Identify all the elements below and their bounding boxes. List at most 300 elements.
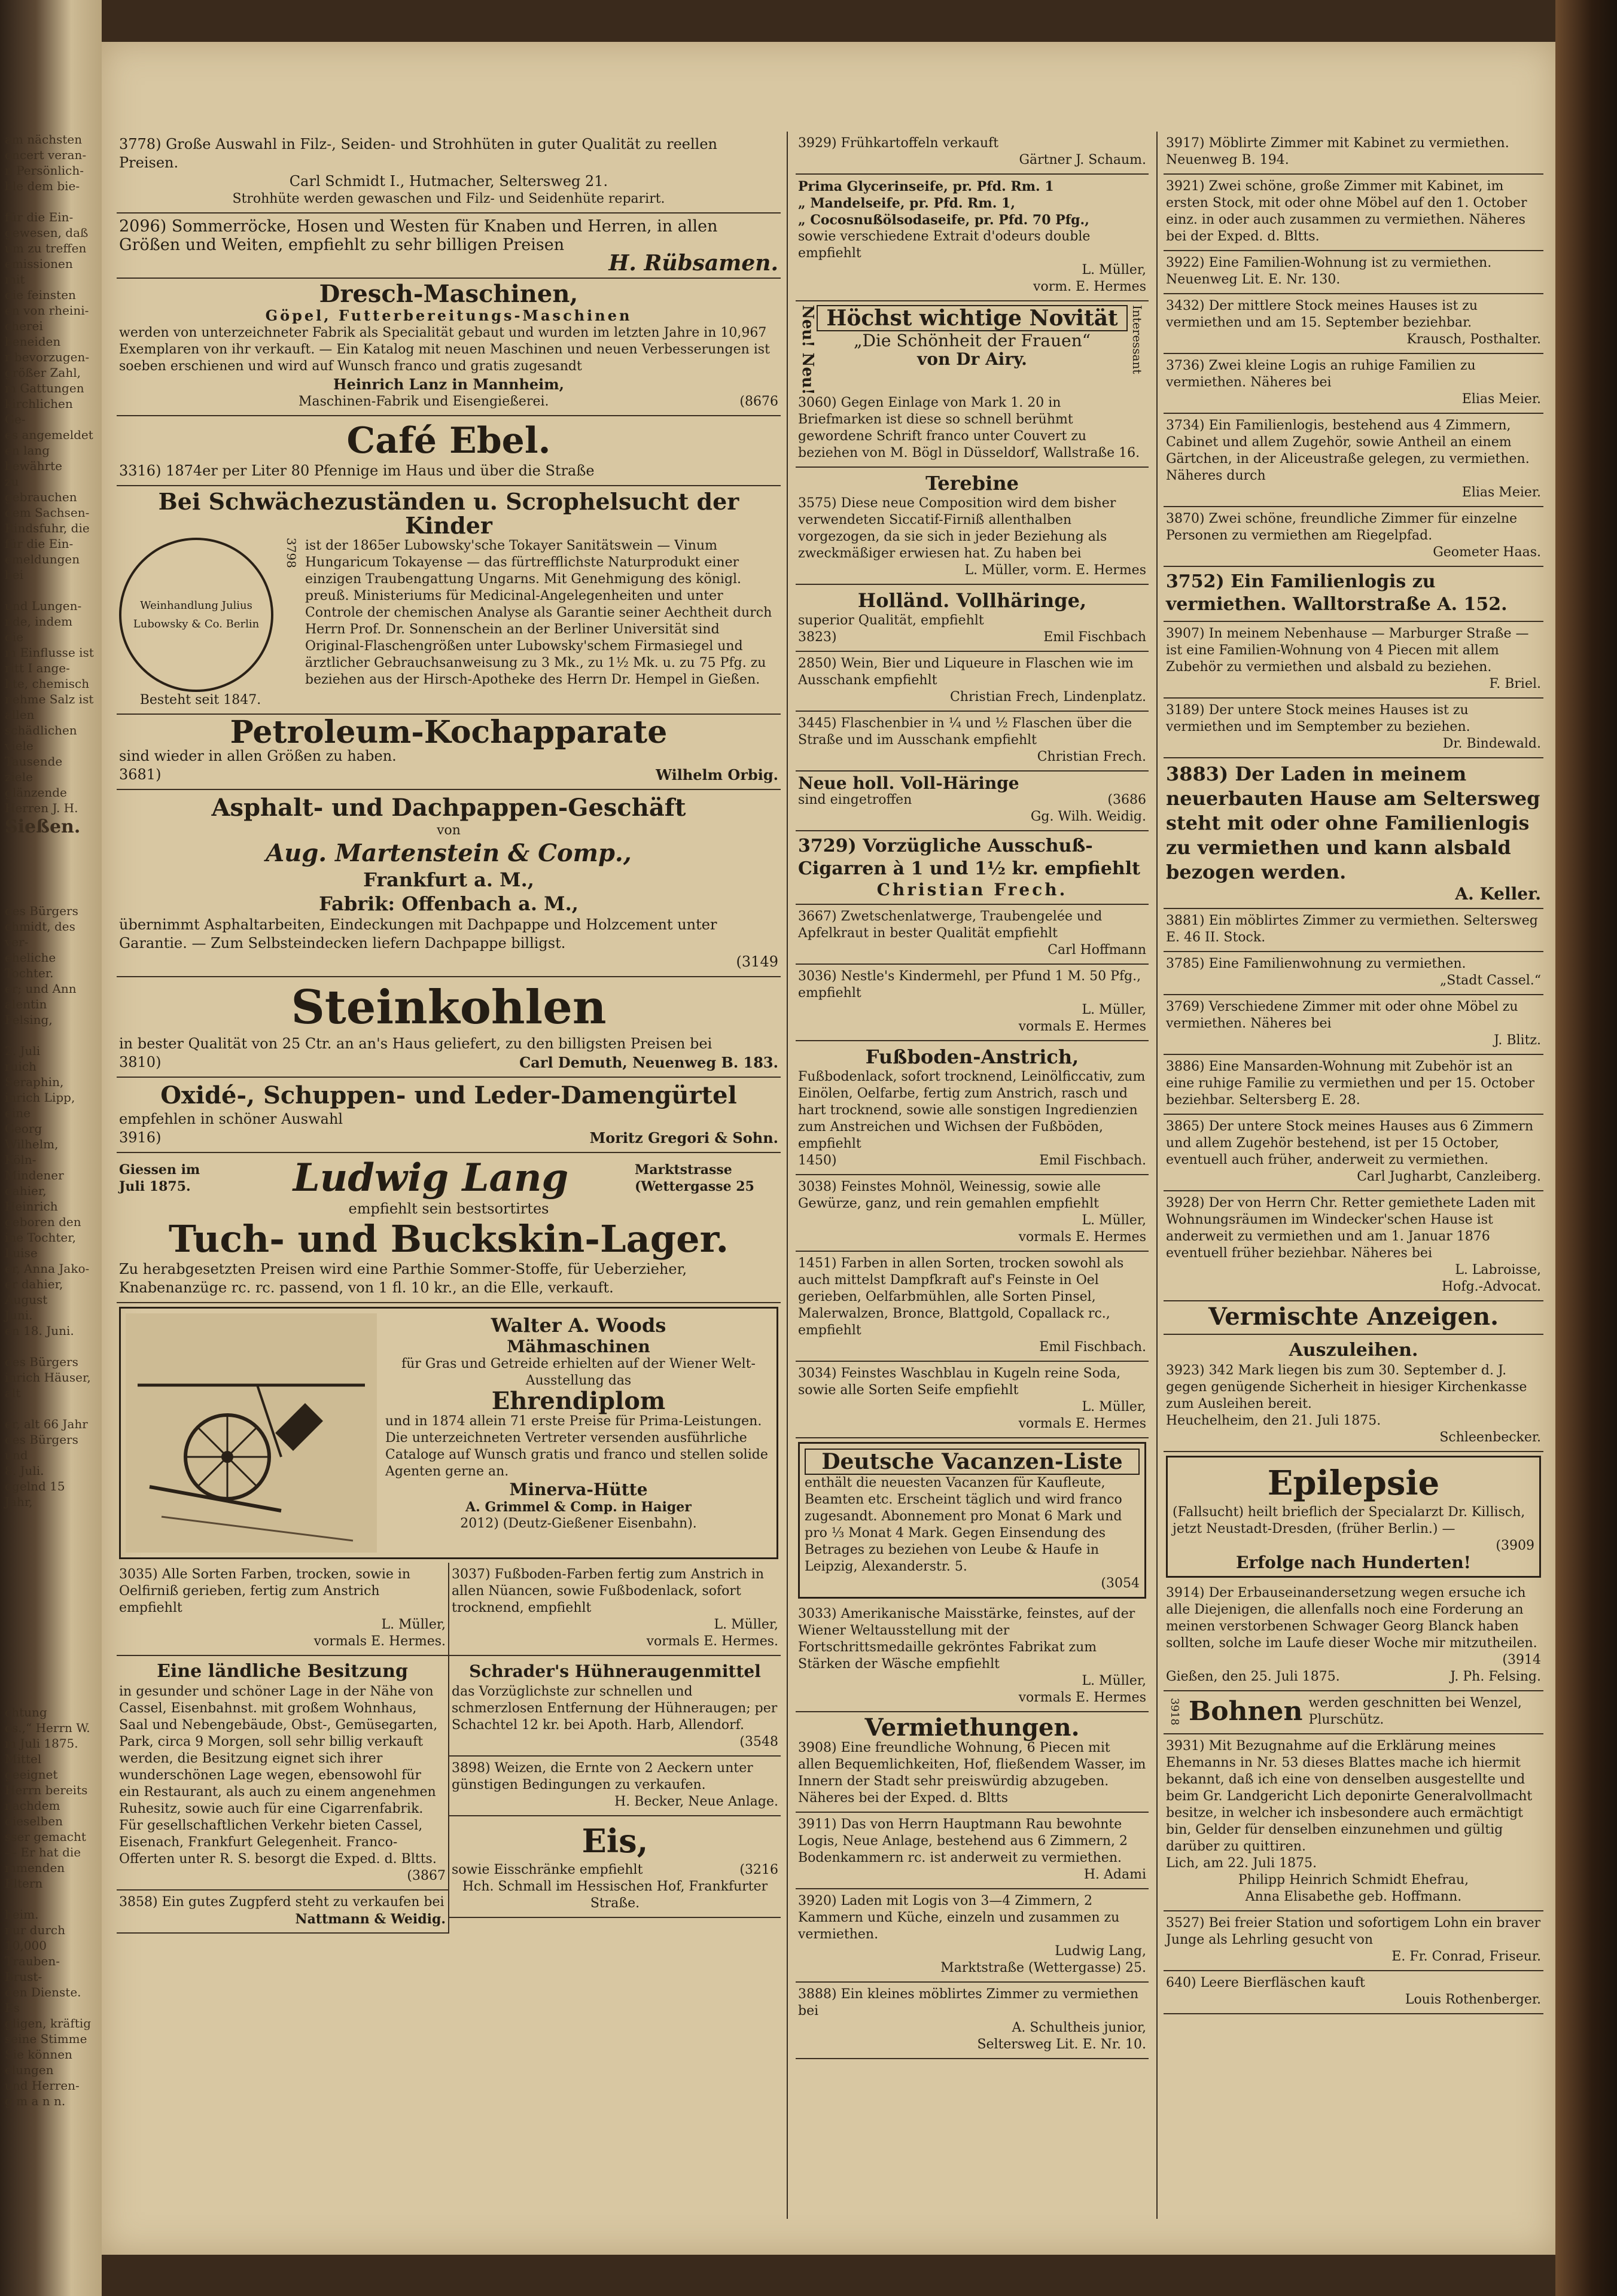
- ad-text: 2096) Sommerröcke, Hosen und Westen für Knaben und Herren, in allen Größen und Weiten, empfiehlt zu sehr billigen Preisen: [119, 217, 718, 254]
- ad-place-date: Giessen im Juli 1875.: [119, 1162, 200, 1194]
- ad-title: Petroleum-Kochapparate: [230, 714, 668, 751]
- book-spine-strip: [0, 0, 102, 2296]
- ad-text: 3316) 1874er per Liter 80 Pfennige im Haus und über die Straße: [119, 462, 595, 479]
- ad-text: in gesunder und schöner Lage in der Nähe von Cassel, Eisenbahnst. mit großem Wohnhaus, Saal und Nebengebäude, Obst-, Gemüsegarten, Park, circa 9 Morgen, soll sehr billig verkauft werden, die Besitzung eignet sich ihrer wunderschönen Lage wegen, ebensowohl für ein Restaurant, als auch zu einem angenehmen Ruhesitz, sowie auch für eine Cigarrenfabrik. Für gesellschaftlichen Verkehr bieten Cassel, Eisenach, Frankfurt Gelegenheit. Franco-Offerten unter R. S. besorgt die Exped. d. Bltts.: [119, 1684, 438, 1867]
- ad-signature: F. Briel.: [1489, 676, 1541, 691]
- ad-title: Terebine: [925, 472, 1019, 495]
- wine-shop-seal-icon: Weinhandlung Julius Lubowsky & Co. Berlin: [119, 538, 273, 692]
- section-heading: Vermiethungen.: [864, 1713, 1080, 1742]
- ad-signature: Heinrich Lanz in Mannheim,: [333, 376, 565, 393]
- ad-signature: A. Schultheis junior,: [1012, 2020, 1146, 2036]
- spine-line: inrich Häuser, alt: [5, 1370, 91, 1400]
- ad-title: Holländ. Vollhäringe,: [857, 589, 1087, 612]
- ad-award: Ehrendiplom: [491, 1387, 666, 1415]
- ad-text: 3729) Vorzügliche Ausschuß-Cigarren à 1 und 1½ kr. empfiehlt: [798, 836, 1140, 880]
- ad-firm: Aug. Martenstein & Comp.,: [266, 839, 632, 867]
- ad-signature: Elias Meier.: [1461, 392, 1541, 407]
- ad-plum-butter: [796, 905, 1149, 965]
- ad-number: 3681): [119, 766, 162, 783]
- ad-text: superior Qualität, empfiehlt: [798, 613, 984, 629]
- ad-text: 3908) Eine freundliche Wohnung, 6 Piecen mit allen Bequemlichkeiten, Hof, fließendem Wasser, im Innern der Stadt sehr preiswürdig abzugeben. Näheres bei der Exped. d. Bltts: [798, 1740, 1146, 1806]
- spine-line: des Bürgers und: [5, 1432, 78, 1462]
- ad-title: Epilepsie: [1267, 1463, 1440, 1503]
- ad-text: 3667) Zwetschenlatwerge, Traubengelée und Apfelkraut in bester Qualität empfiehlt: [798, 909, 1103, 941]
- spine-line: os.,“ Herrn W.: [5, 1721, 90, 1735]
- ad-text: 3575) Diese neue Composition wird dem bisher verwendeten Siccatif-Firniß allenthalben vorgezogen, da sie sich in jeder Beziehung als zweckmäßiger erwiesen hat. Zu haben bei: [798, 496, 1116, 562]
- spine-line: die feinsten: [5, 288, 76, 302]
- ad-horse: [117, 1891, 448, 1934]
- spine-line: 8. Juli.: [5, 1463, 44, 1478]
- spine-line: Trauben-Brust-: [5, 1954, 60, 1984]
- spine-line: m Einflusse ist: [5, 645, 94, 660]
- ad-text: 3038) Feinstes Mohnöl, Weinessig, sowie alle Gewürze, ganz, und rein gemahlen empfiehlt: [798, 1179, 1101, 1212]
- spine-line: alentin Felsing,: [5, 997, 53, 1027]
- spine-line: eheliche Tochter.: [5, 950, 56, 980]
- ad-signature: Christian Frech.: [1037, 749, 1146, 765]
- ad-number: (8676: [739, 394, 778, 409]
- ad-signature-line: 2012) (Deutz-Gießener Eisenbahn).: [460, 1516, 697, 1531]
- ad-maize-starch: [796, 1602, 1149, 1712]
- ad-loan: [1164, 1335, 1543, 1452]
- ad-text: 3870) Zwei schöne, freundliche Zimmer für einzelne Personen zu vermiethen am Riegelpfad.: [1166, 511, 1518, 543]
- ad-signature: Christian Frech, Lindenplatz.: [949, 690, 1146, 705]
- ad-ice: [449, 1816, 781, 1918]
- ad-signature: L. Müller,: [1082, 263, 1146, 278]
- spine-line: nde, indem die: [5, 614, 73, 644]
- spine-line: für die Ein-: [5, 210, 74, 224]
- spine-line: r bevorzugen-: [5, 350, 90, 364]
- ad-rental-9: [1164, 622, 1543, 699]
- spine-line: ruich Seraphin,: [5, 1059, 64, 1089]
- column-left-sub-b: [449, 1563, 781, 1934]
- ad-signature: Elias Meier.: [1461, 485, 1541, 500]
- ad-line: „ Mandelseife, pr. Pfd. Rm. 1,: [798, 196, 1015, 211]
- ad-text: 3865) Der untere Stock meines Hauses aus 6 Zimmern und allem Zugehör bestehend, ist per 15 October, eventuell auch früher, anderweit zu vermiethen.: [1166, 1119, 1534, 1167]
- spine-line: en lang bewährte: [5, 443, 62, 473]
- ad-address: Marktstrasse (Wettergasse 25: [635, 1162, 754, 1194]
- spine-text-list: [5, 903, 95, 1510]
- spine-line: um zu treffen: [5, 241, 87, 255]
- ad-signature: Minerva-Hütte: [509, 1480, 648, 1499]
- ad-number: (3867: [407, 1868, 446, 1883]
- ad-text: 3752) Ein Familienlogis zu vermiethen. Walltorstraße A. 152.: [1166, 571, 1508, 615]
- spine-line: dem Sachsen-: [5, 505, 90, 520]
- ad-signature-line: vorm. E. Hermes: [1033, 279, 1146, 294]
- ad-subtitle: Erfolge nach Hunderten!: [1236, 1553, 1471, 1572]
- ad-factory: Fabrik: Offenbach a. M.,: [319, 892, 578, 915]
- ad-colours: [796, 1252, 1149, 1362]
- ad-founded: Besteht seit 1847.: [139, 693, 261, 708]
- ad-subtitle: Göpel, Futterbereitungs-Maschinen: [265, 307, 632, 324]
- spine-line: er, Anna Jako-: [5, 1261, 90, 1276]
- spine-line: ritt I ange-: [5, 661, 70, 675]
- mowing-machine-illustration: [126, 1313, 377, 1553]
- ad-title: Eine ländliche Besitzung: [157, 1661, 408, 1682]
- ad-beans: [1164, 1691, 1543, 1734]
- spine-line: Herren J. H.: [5, 801, 78, 815]
- ad-cigars: [796, 831, 1149, 905]
- ad-rental-13: [1164, 952, 1543, 995]
- ad-text: Die unterzeichneten Vertreter versenden ausführliche Cataloge auf Wunsch gratis und franco und stellen solide Agenten gerne an.: [385, 1431, 768, 1479]
- ad-number: (3548: [739, 1734, 778, 1749]
- ad-title: Walter A. Woods: [491, 1314, 666, 1337]
- ad-text: 3736) Zwei kleine Logis an ruhige Familien zu vermiethen. Näheres bei: [1166, 358, 1476, 390]
- ad-title: Asphalt- und Dachpappen-Geschäft: [211, 794, 686, 822]
- ad-rental-shop: [796, 1889, 1149, 1983]
- ad-bottled-beer: [796, 712, 1149, 772]
- ad-new-herring: [796, 772, 1149, 831]
- ad-poppy-oil: [796, 1175, 1149, 1252]
- ad-title: Café Ebel.: [346, 420, 551, 462]
- ad-date: Lich, am 22. Juli 1875.: [1166, 1856, 1317, 1871]
- ad-signature-line: vormals E. Hermes.: [646, 1634, 778, 1649]
- ad-text: 3778) Große Auswahl in Filz-, Seiden- und Strohhüten in guter Qualität zu reellen Preisen.: [119, 136, 717, 171]
- ad-wine-beer: [796, 652, 1149, 712]
- ad-signature: Ludwig Lang,: [1055, 1944, 1146, 1959]
- ad-number: 3916): [119, 1129, 162, 1146]
- spine-line: n Persönlich-: [5, 163, 84, 178]
- spine-line: hte, chemisch: [5, 676, 90, 691]
- ad-text: 3923) 342 Mark liegen bis zum 30. September d. J. gegen genügende Sicherheit in hiesiger Kirchenkasse zum Ausleihen bereit.: [1166, 1363, 1527, 1411]
- ad-signature: J. Ph. Felsing.: [1450, 1669, 1541, 1684]
- ad-country-estate: [117, 1656, 448, 1891]
- ad-text: Fußbodenlack, sofort trocknend, Leinölficcativ, zum Einölen, Oelfarbe, fertig zum Anstrich, rasch und hart trocknend, sowie alle sonstigen Ingredienzien zum Anstreichen und Wichsen der Fußböden, empfiehlt: [798, 1069, 1146, 1152]
- spine-line: g m a n n.: [5, 2094, 66, 2108]
- ad-signature: Carl Demuth, Neuenweg B. 183.: [519, 1054, 778, 1071]
- ad-subtitle: „Die Schönheit der Frauen“: [853, 331, 1091, 350]
- ad-rental-1: [1164, 132, 1543, 175]
- ad-signature: L. Müller,: [1082, 1002, 1146, 1018]
- ad-text: 3911) Das von Herrn Hauptmann Rau bewohnte Logis, Neue Anlage, bestehend aus 6 Zimmern, 2 Bodenkammern rc. ist anderweit zu vermiethen.: [798, 1817, 1128, 1866]
- spine-line: kirchlichen Ge-: [5, 397, 73, 426]
- ad-infant-food: [796, 965, 1149, 1041]
- ad-herring: [796, 585, 1149, 652]
- spine-line: allen schädlichen: [5, 708, 77, 737]
- ad-title: Fußboden-Anstrich,: [865, 1045, 1079, 1069]
- ad-city: Frankfurt a. M.,: [363, 868, 534, 891]
- ad-wheat: [449, 1757, 781, 1816]
- ad-text: und in 1874 allein 71 erste Preise für Prima-Leistungen.: [385, 1414, 762, 1429]
- ad-signature: Carl Hoffmann: [1047, 943, 1146, 958]
- ad-signature-line: vormals E. Hermes: [1018, 1416, 1146, 1432]
- spine-line: elungen: [5, 2063, 54, 2077]
- spine-line: Köln-Mindener: [5, 1152, 64, 1182]
- spine-line: er; und Ann: [5, 981, 77, 996]
- ad-signature: Wilhelm Orbig.: [656, 766, 778, 783]
- ad-rental-6: [1164, 414, 1543, 507]
- spine-line: den Dienste. Es: [5, 1985, 81, 2015]
- ad-signature: Gärtner J. Schaum.: [1019, 153, 1146, 167]
- ad-title: Bohnen: [1189, 1696, 1303, 1727]
- spine-line: chtung: [5, 1705, 47, 1719]
- spine-line: m Juli 1875.: [5, 1736, 78, 1751]
- spine-line: heim.: [5, 1907, 39, 1922]
- spine-line: ziele glänzende: [5, 770, 67, 800]
- ad-hats: [117, 132, 781, 214]
- spine-line: emeldungen bei: [5, 552, 80, 582]
- spine-line: des Bürgers: [5, 1355, 78, 1369]
- ad-text: 3888) Ein kleines möblirtes Zimmer zu vermiethen bei: [798, 1987, 1139, 2019]
- ad-number: 3798: [284, 538, 299, 568]
- spine-line: m Gattungen: [5, 381, 84, 395]
- spine-line: seine Stimme: [5, 2032, 87, 2046]
- ad-signature: Schleenbecker.: [1439, 1430, 1541, 1445]
- spine-line: und Herren-: [5, 2078, 80, 2093]
- spine-line: nehme Salz ist: [5, 692, 94, 706]
- ad-side-label: Interessant: [1130, 305, 1144, 374]
- spine-line: [5, 1891, 95, 1907]
- column-rule: [1156, 132, 1158, 2219]
- section-misc: [1164, 1301, 1543, 1335]
- spine-line: er dahier, August: [5, 1277, 63, 1307]
- ad-title: Neue holl. Voll-Häringe: [798, 773, 1019, 794]
- spine-line: für die Ein-: [5, 536, 74, 551]
- ad-text: 3445) Flaschenbier in ¼ und ½ Flaschen über die Straße und im Ausschank empfiehlt: [798, 716, 1132, 748]
- ad-text: empfiehlt sein bestsortirtes: [348, 1200, 549, 1217]
- spine-line: Herrn bereits: [5, 1783, 88, 1797]
- spine-line: 2. Juli: [5, 1044, 41, 1058]
- ad-text: 3881) Ein möblirtes Zimmer zu vermiethen. Seltersweg E. 46 II. Stock.: [1166, 913, 1538, 945]
- ad-mowing-machines: [119, 1307, 778, 1559]
- spine-line: Juni.: [5, 1308, 33, 1322]
- ad-number: 3918: [1168, 1698, 1181, 1725]
- ad-bottles: [1164, 1971, 1543, 2014]
- ad-signature: Gg. Wilh. Weidig.: [1030, 809, 1146, 825]
- ad-signature-line: Marktstraße (Wettergasse) 25.: [940, 1960, 1146, 1976]
- ad-signature: L. Müller, vorm. E. Hermes: [964, 563, 1146, 578]
- ad-signature-line: vormals E. Hermes: [1018, 1019, 1146, 1035]
- ad-cafe-ebel: [117, 416, 781, 486]
- ad-summer-clothes: [117, 214, 781, 279]
- ad-text: für Gras und Getreide erhielten auf der Wiener Welt-Ausstellung das: [401, 1356, 756, 1388]
- ad-signature: E. Fr. Conrad, Friseur.: [1391, 1949, 1541, 1964]
- ad-title: Deutsche Vacanzen-Liste: [805, 1449, 1140, 1475]
- ad-text: 3858) Ein gutes Zugpferd steht zu verkaufen bei: [119, 1895, 444, 1910]
- ad-cloth: [117, 1153, 781, 1303]
- ad-line: „ Cocosnußölsodaseife, pr. Pfd. 70 Pfg.,: [798, 212, 1089, 228]
- ad-paints: [117, 1563, 448, 1656]
- ad-title: Bei Schwächezuständen u. Scrophelsucht der Kinder: [158, 488, 739, 539]
- ad-title: Schrader's Hühneraugenmittel: [469, 1661, 761, 1681]
- spine-line: en von rheini-: [5, 303, 89, 318]
- ad-signature: Hch. Schmall im Hessischen Hof, Frankfurter Straße.: [462, 1879, 768, 1911]
- spine-line: [5, 194, 95, 209]
- spine-line: emissionen mit: [5, 257, 73, 286]
- spine-line: nur durch 10,000: [5, 1923, 66, 1953]
- spine-line: oncert veran-: [5, 148, 87, 162]
- ad-line: Prima Glycerinseife, pr. Pfd. Rm. 1: [798, 179, 1054, 194]
- ad-signature: Philipp Heinrich Schmidt Ehefrau,: [1238, 1873, 1469, 1888]
- spine-line: ogelnd 15 Jahr,: [5, 1479, 65, 1509]
- spine-line: ine Tochter, Luise: [5, 1230, 76, 1260]
- spine-text-top: [5, 132, 95, 816]
- section-rentals: [796, 1712, 1149, 1813]
- spine-text-bottom: [5, 1705, 95, 2109]
- ad-text: 3035) Alle Sorten Farben, trocken, sowie in Oelfirniß gerieben, fertig zum Anstrich empfiehlt: [119, 1567, 411, 1615]
- spine-line: inrich Lipp, eine: [5, 1090, 75, 1120]
- ad-rental-10: [1164, 699, 1543, 758]
- ad-text: 3922) Eine Familien-Wohnung ist zu vermiethen. Neuenweg Lit. E. Nr. 130.: [1166, 255, 1492, 287]
- spine-line: gewesen, daß: [5, 225, 89, 240]
- spine-line: chmidt, des ver-: [5, 919, 75, 949]
- ad-title: Oxidé-, Schuppen- und Leder-Damengürtel: [160, 1081, 737, 1109]
- ad-text: 3060) Gegen Einlage von Mark 1. 20 in Briefmarken ist diese so schnell berühmt gewordene Schrift franco unter Couvert zu beziehen von M. Bögl in Düsseldorf, Wallstraße 16.: [798, 395, 1140, 461]
- ad-text: 3920) Laden mit Logis von 3—4 Zimmern, 2 Kammern und Küche, einzeln und zusammen zu vermiethen.: [798, 1893, 1120, 1943]
- ad-signature: Moritz Gregori & Sohn.: [589, 1129, 778, 1147]
- ad-rental-logis: [796, 1813, 1149, 1889]
- ad-tokay-wine: [117, 486, 781, 715]
- ad-title: Auszuleihen.: [1289, 1340, 1418, 1361]
- ad-signature: L. Müller,: [1082, 1213, 1146, 1228]
- ad-text: 1451) Farben in allen Sorten, trocken sowohl als auch mittelst Dampfkraft auf's Feinste in Oel gerieben, Oelfarbmühlen, alle Sorten Pinsel, Malerwalzen, Bronce, Blattgold, Copallack rc., empfiehlt: [798, 1256, 1124, 1338]
- ad-text: übernimmt Asphaltarbeiten, Eindeckungen mit Dachpappe und Holzcement unter Garantie. — Zum Selbsteindecken liefern Dachpappe billigst.: [119, 916, 717, 952]
- ad-text: 3034) Feinstes Waschblau in Kugeln reine Soda, sowie alle Sorten Seife empfiehlt: [798, 1366, 1121, 1398]
- ad-title: Tuch- und Buckskin-Lager.: [168, 1217, 729, 1261]
- ad-rental-17: [1164, 1191, 1543, 1301]
- ad-text: sind wieder in allen Größen zu haben.: [119, 748, 397, 764]
- spine-line: und Lungen-: [5, 599, 82, 613]
- spine-line: größer Zahl,: [5, 365, 81, 380]
- spine-line: [5, 1338, 95, 1354]
- ad-signature: Nattmann & Weidig.: [295, 1911, 446, 1927]
- ad-signature-line: vormals E. Hermes: [1018, 1690, 1146, 1706]
- spine-line: — Er hat die: [5, 1845, 81, 1859]
- ad-number: 1450): [798, 1153, 837, 1169]
- ad-laundry-blue: [796, 1362, 1149, 1438]
- ad-rental-3: [1164, 251, 1543, 294]
- ad-text: 3769) Verschiedene Zimmer mit oder ohne Möbel zu vermiethen. Näheres bei: [1166, 999, 1518, 1031]
- ad-text: 3931) Mit Bezugnahme auf die Erklärung meines Ehemanns in Nr. 53 dieses Blattes mache ich hiermit bekannt, daß ich eine von denselben ausgestellte und beim Gr. Landgericht Lich deponirte Generalvollmacht besitze, in welcher ich insbesondere auch ermächtigt bin, Gelder für denselben einzunehmen und gültig darüber zu quittiren.: [1166, 1739, 1533, 1854]
- spine-line: sser gemacht: [5, 1830, 86, 1844]
- ad-floor-paint: [449, 1563, 781, 1656]
- ad-text: empfehlen in schöner Auswahl: [119, 1111, 343, 1127]
- spine-line: dahier, Heinrich: [5, 1184, 58, 1213]
- ad-signature: Emil Fischbach.: [1039, 1340, 1146, 1355]
- spine-line: cherei beneiden: [5, 319, 61, 349]
- spine-line: er, alt 66 Jahr: [5, 1417, 88, 1431]
- ad-title: Höchst wichtige Novität: [817, 305, 1128, 331]
- ad-text: ist der 1865er Lubowsky'sche Tokayer Sanitätswein — Vinum Hungaricum Tokayense — das fürtrefflichste Naturprodukt einer einzigen Traubengattung Ungarns. Mit Genehmigung des königl. preuß. Ministeriums für Medicinal-Angelegenheiten und unter Controle der chemischen Analyse als Garantie seiner Aechtheit durch Herrn Prof. Dr. Sonnenschein an der Berliner Universität sind Original-Flaschengrößen unter Lubowsky'schem Firmasiegel und ärztlicher Gebrauchsanweisung zu 3 Mk., zu 1½ Mk. u. zu 75 Pfg. zu beziehen aus der Hirsch-Apotheke des Herrn Dr. Hempel in Gießen.: [305, 538, 772, 687]
- ad-belts: [117, 1078, 781, 1153]
- ad-number: (3216: [739, 1862, 778, 1877]
- spine-heading: Sießen.: [5, 816, 81, 837]
- ad-title: Steinkohlen: [291, 980, 607, 1035]
- ad-signature: H. Adami: [1083, 1867, 1146, 1883]
- ad-title: Eis,: [581, 1822, 648, 1860]
- ad-number: (3054: [1101, 1576, 1140, 1591]
- ad-rental-16: [1164, 1115, 1543, 1191]
- ad-rental-room: [796, 1983, 1149, 2059]
- ad-text: sowie Eisschränke empfiehlt: [452, 1862, 643, 1877]
- ad-threshing-machines: [117, 279, 781, 416]
- ad-text: 3883) Der Laden in meinem neuerbauten Hause am Seltersweg steht mit oder ohne Familienlogis zu vermiethen und kann alsbald bezogen werden.: [1166, 763, 1540, 883]
- ad-power-of-attorney: [1164, 1734, 1543, 1911]
- ad-signature-line: vormals E. Hermes.: [313, 1634, 446, 1649]
- spine-line: Mittel geeignet: [5, 1752, 58, 1782]
- spine-line: Georg Wilhelm,: [5, 1121, 59, 1151]
- ad-text: 3898) Weizen, die Ernte von 2 Aeckern unter günstigen Bedingungen zu verkaufen.: [452, 1761, 753, 1792]
- ad-text: 3907) In meinem Nebenhause — Marburger Straße — ist eine Familien-Wohnung von 4 Piecen mit allem Zubehör zu vermiethen und alsbald zu beziehen.: [1166, 626, 1529, 675]
- ad-signature-line: Seltersweg Lit. E. Nr. 10.: [977, 2037, 1146, 2053]
- ad-estate-claims: [1164, 1581, 1543, 1691]
- ad-signature: L. Müller,: [1082, 1399, 1146, 1415]
- ad-rental-2: [1164, 175, 1543, 251]
- newspaper-page: [102, 42, 1555, 2255]
- ad-signature: A. Keller.: [1455, 884, 1541, 904]
- ad-number: 3823): [798, 630, 837, 645]
- ad-text: 3189) Der untere Stock meines Hauses ist zu vermiethen und im Semptember zu beziehen.: [1166, 703, 1470, 734]
- ad-rental-11: [1164, 758, 1543, 909]
- ad-rental-14: [1164, 995, 1543, 1055]
- ad-von: von: [437, 823, 461, 838]
- ad-number: (3914: [1502, 1652, 1541, 1667]
- ad-corn-remedy: [449, 1656, 781, 1757]
- ad-floor-coating: [796, 1041, 1149, 1175]
- ad-text: das Vorzüglichste zur schnellen und schmerzlosen Entfernung der Hühneraugen; per Schachtel 12 kr. bei Apoth. Harb, Allendorf.: [452, 1684, 778, 1733]
- ad-rental-5: [1164, 354, 1543, 414]
- ad-text: 3929) Frühkartoffeln verkauft: [798, 136, 999, 151]
- ad-text: in bester Qualität von 25 Ctr. an an's Haus geliefert, zu den billigsten Preisen bei: [119, 1035, 712, 1052]
- ad-signature: L. Müller,: [381, 1617, 446, 1632]
- ad-text: enthält die neuesten Vacanzen für Kaufleute, Beamten etc. Erscheint täglich und wird franco zugesandt. Abonnement pro Monat 6 Mark und pro ⅓ Monat 4 Mark. Gegen Einsendung des Betrages zu beziehen von Leube & Haufe in Leipzig, Alexanderstr. 5.: [805, 1475, 1122, 1575]
- ad-rental-12: [1164, 909, 1543, 952]
- spine-line: [5, 1401, 95, 1416]
- ad-signature: Christian Frech.: [876, 880, 1068, 900]
- ad-shop-name: Ludwig Lang: [293, 1155, 569, 1200]
- ad-text: 3914) Der Erbauseinandersetzung wegen ersuche ich alle Diejenigen, die allenfalls noch eine Forderung an meinen verstorbenen Schwager Georg Blanck haben sollten, solche im Laufe dieser Woche mir mitzutheilen.: [1166, 1585, 1537, 1651]
- ad-text: 3886) Eine Mansarden-Wohnung mit Zubehör ist an eine ruhige Familie zu vermiethen und per 15. October beziehbar. Seltersberg E. 28.: [1166, 1059, 1534, 1108]
- ad-signature: L. Müller,: [714, 1617, 778, 1632]
- spine-line: gligen, kräftig: [5, 2016, 92, 2030]
- ad-novelty-book: [796, 301, 1149, 468]
- spine-line: viele Tausende: [5, 739, 63, 769]
- ad-terebine: [796, 468, 1149, 585]
- spine-line: [5, 583, 95, 598]
- ad-signature: Emil Fischbach.: [1039, 1153, 1146, 1169]
- spine-line: geboren den: [5, 1215, 81, 1229]
- ad-signature: J. Blitz.: [1494, 1033, 1541, 1048]
- ad-coal: [117, 977, 781, 1078]
- ad-vacancy-list: [798, 1442, 1146, 1599]
- ad-signature: „Stadt Cassel.“: [1439, 973, 1541, 988]
- book-binding-right: [1555, 0, 1617, 2296]
- ad-signature-line: Anna Elisabethe geb. Hoffmann.: [1245, 1889, 1462, 1904]
- ad-text: 3036) Nestle's Kindermehl, per Pfund 1 M. 50 Pfg., empfiehlt: [798, 969, 1141, 1001]
- ad-body: Zu herabgesetzten Preisen wird eine Parthie Sommer-Stoffe, für Ueberzieher, Knabenanzüge rc. rc. passend, von 1 fl. 10 kr., an die Elle, verkauft.: [119, 1261, 687, 1296]
- ad-side-label: Neu! Neu!: [799, 305, 817, 395]
- ad-text: sind eingetroffen: [798, 792, 912, 808]
- ad-text: (Fallsucht) heilt brieflich der Specialarzt Dr. Killisch, jetzt Neustadt-Dresden, (früher Berlin.) —: [1173, 1505, 1525, 1536]
- ad-text: 3527) Bei freier Station und sofortigem Lohn ein braver Junge als Lehrling gesucht von: [1166, 1916, 1541, 1947]
- ad-signature: Louis Rothenberger.: [1405, 1992, 1541, 2007]
- ad-text: 3432) Der mittlere Stock meines Hauses ist zu vermiethen und am 15. September beziehbar.: [1166, 298, 1478, 330]
- ad-signature: L. Labroisse,: [1455, 1263, 1541, 1277]
- ad-number: (3686: [1107, 792, 1146, 808]
- ad-date: Gießen, den 25. Juli 1875.: [1166, 1669, 1340, 1684]
- ad-apprentice: [1164, 1911, 1543, 1971]
- spine-line: zu gebrauchen: [5, 474, 77, 504]
- ad-signature-line: vormals E. Hermes: [1018, 1230, 1146, 1245]
- spine-line: Rindsfuhr, die: [5, 521, 90, 535]
- ad-signature: L. Müller,: [1082, 1673, 1146, 1689]
- ad-text: 3033) Amerikanische Maisstärke, feinstes, auf der Wiener Weltausstellung mit der Fortschrittsmedaille gekröntes Fabrikat zum Stärken der Wäsche empfiehlt: [798, 1606, 1135, 1672]
- spine-line: am nächsten: [5, 132, 83, 147]
- ad-signature-line: Maschinen-Fabrik und Eisengießerei.: [299, 394, 549, 409]
- ad-epilepsy: [1166, 1456, 1541, 1578]
- ad-text: 3037) Fußboden-Farben fertig zum Anstrich in allen Nüancen, sowie Fußbodenlack, sofort trocknend, empfiehlt: [452, 1567, 765, 1615]
- ad-text: werden geschnitten bei Wenzel, Plurschütz.: [1308, 1696, 1522, 1727]
- ad-author: von Dr Airy.: [917, 349, 1027, 369]
